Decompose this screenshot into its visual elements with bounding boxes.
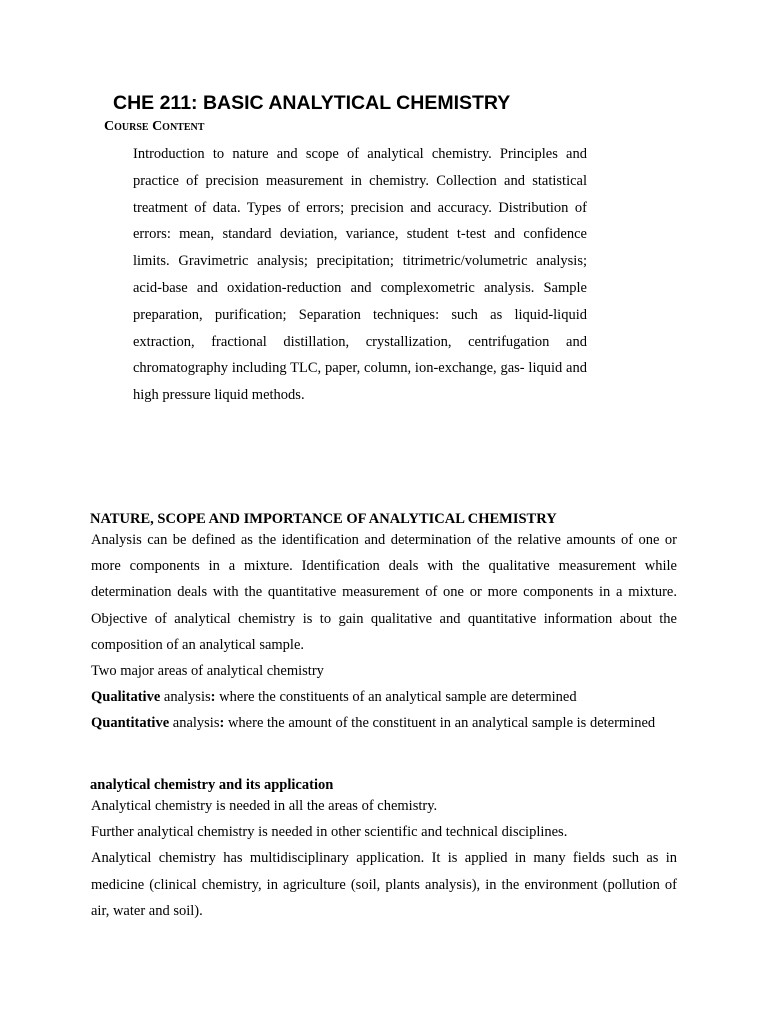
course-content-label: Course Content — [104, 119, 205, 134]
analysis-definition-paragraph: Analysis can be defined as the identification and determination of the relative amounts of one or more components in a mixture. Identification deals with the qualitative measurement while determination deals with the quantitative measurement of one or more components in a mixture. Objective of analytical chemistry is to gain qualitative and quantitative information about the composition of an analytical sample. — [91, 532, 677, 653]
nature-section-body — [91, 527, 677, 737]
qualitative-term: Qualitative — [91, 689, 161, 706]
course-content-text: Introduction to nature and scope of analytical chemistry. Principles and practice of precision measurement in chemistry. Collection and statistical treatment of data. Types of errors; precision and accuracy. Distribution of errors: mean, standard deviation, variance, student t-test and confidence limits. Gravimetric analysis; precipitation; titrimetric/volumetric analysis; acid-base and oxidation-reduction and complexometric analysis. Sample preparation, purification; Separation techniques: such as liquid-liquid extraction, fractional distillation, crystallization, centrifugation and chromatography including TLC, paper, column, ion-exchange, gas- liquid and high pressure liquid methods. — [133, 146, 587, 404]
application-section-heading: analytical chemistry and its application — [90, 777, 334, 793]
quantitative-definition: where the amount of the constituent in an analytical sample is determined — [224, 715, 656, 732]
application-paragraph-3: Analytical chemistry has multidisciplinary application. It is applied in many fields such as in medicine (clinical chemistry, in agriculture (soil, plants analysis), in the environment (pollution of air, water and soil). — [91, 850, 677, 919]
quantitative-term: Quantitative — [91, 715, 170, 732]
qualitative-word: analysis — [160, 689, 211, 706]
qualitative-analysis-line — [91, 684, 677, 710]
nature-section-heading: NATURE, SCOPE AND IMPORTANCE OF ANALYTICAL CHEMISTRY — [90, 511, 557, 527]
application-line-2: Further analytical chemistry is needed in other scientific and technical disciplines. — [91, 824, 568, 841]
application-line-1: Analytical chemistry is needed in all the areas of chemistry. — [91, 798, 438, 814]
qualitative-colon: : — [210, 689, 216, 706]
quantitative-analysis-line — [91, 710, 677, 736]
quantitative-word: analysis — [169, 715, 220, 732]
quantitative-colon: : — [219, 715, 225, 732]
course-title: CHE 211: BASIC ANALYTICAL CHEMISTRY — [113, 92, 511, 114]
major-areas-line: Two major areas of analytical chemistry — [91, 663, 324, 680]
qualitative-definition: where the constituents of an analytical sample are determined — [215, 689, 577, 706]
application-section-body — [91, 793, 677, 924]
